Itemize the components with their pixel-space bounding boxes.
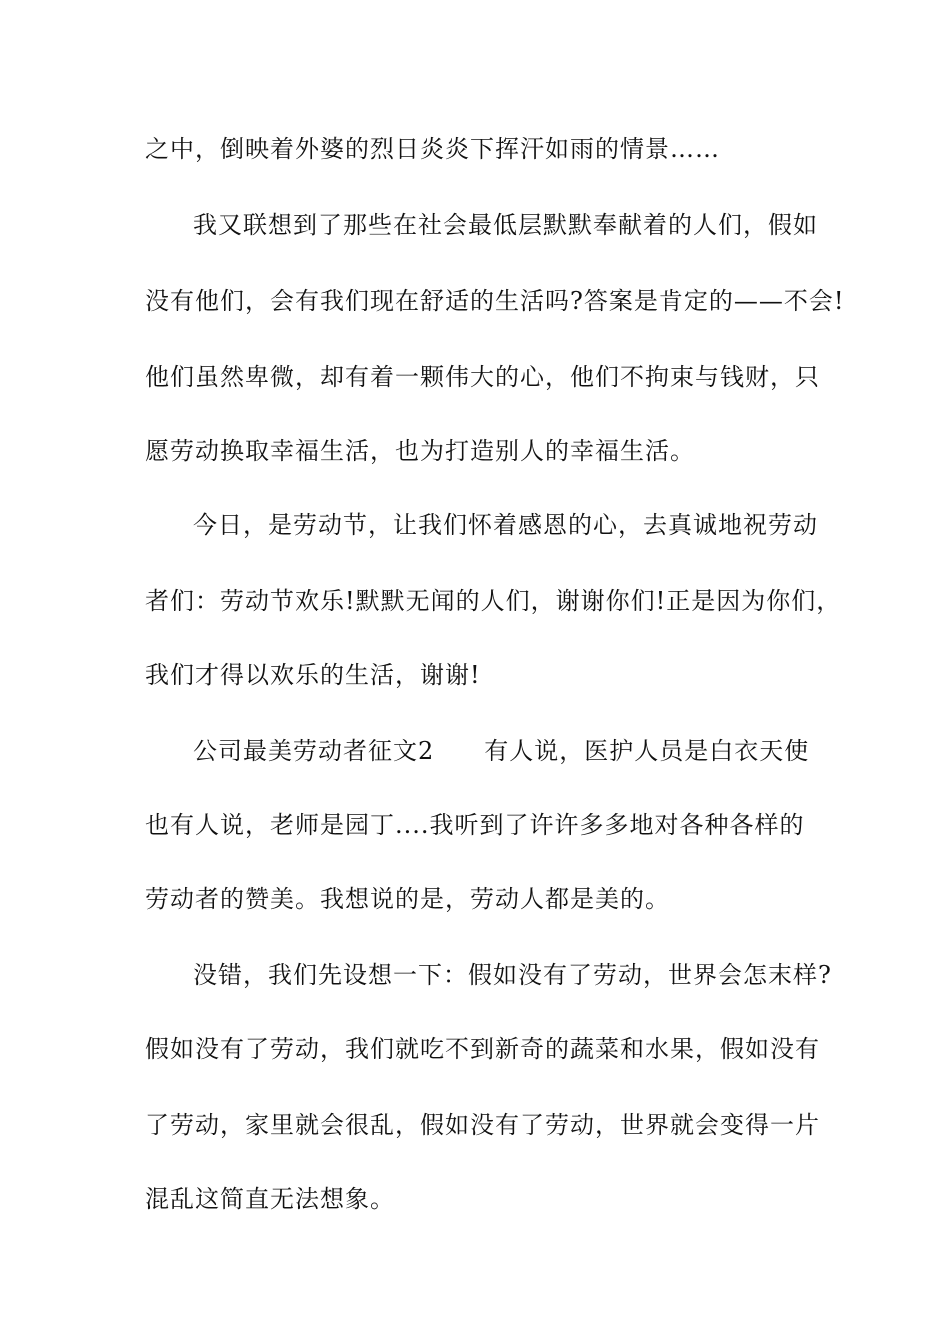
text-line-13: 假如没有了劳动，我们就吃不到新奇的蔬菜和水果，假如没有 (145, 1035, 820, 1063)
text-line-3: 没有他们，会有我们现在舒适的生活吗?答案是肯定的——不会! (145, 287, 845, 315)
text-line-14: 了劳动，家里就会很乱，假如没有了劳动，世界就会变得一片 (145, 1111, 820, 1139)
text-line-5: 愿劳动换取幸福生活，也为打造别人的幸福生活。 (145, 437, 695, 465)
text-line-9: 公司最美劳动者征文2 有人说，医护人员是白衣天使 (193, 737, 810, 765)
text-line-12: 没错，我们先设想一下：假如没有了劳动，世界会怎末样? (193, 961, 832, 989)
text-line-8: 我们才得以欢乐的生活，谢谢! (145, 661, 481, 689)
text-line-7: 者们：劳动节欢乐!默默无闻的人们，谢谢你们!正是因为你们， (145, 587, 842, 615)
text-line-11: 劳动者的赞美。我想说的是，劳动人都是美的。 (145, 885, 670, 913)
text-line-2: 我又联想到了那些在社会最低层默默奉献着的人们，假如 (193, 211, 818, 239)
text-line-6: 今日，是劳动节，让我们怀着感恩的心，去真诚地祝劳动 (193, 511, 818, 539)
text-line-15: 混乱这简直无法想象。 (145, 1185, 395, 1213)
text-line-4: 他们虽然卑微，却有着一颗伟大的心，他们不拘束与钱财，只 (145, 363, 820, 391)
text-line-10: 也有人说，老师是园丁....我听到了许许多多地对各种各样的 (145, 811, 805, 839)
text-line-1: 之中，倒映着外婆的烈日炎炎下挥汗如雨的情景…… (145, 135, 720, 163)
